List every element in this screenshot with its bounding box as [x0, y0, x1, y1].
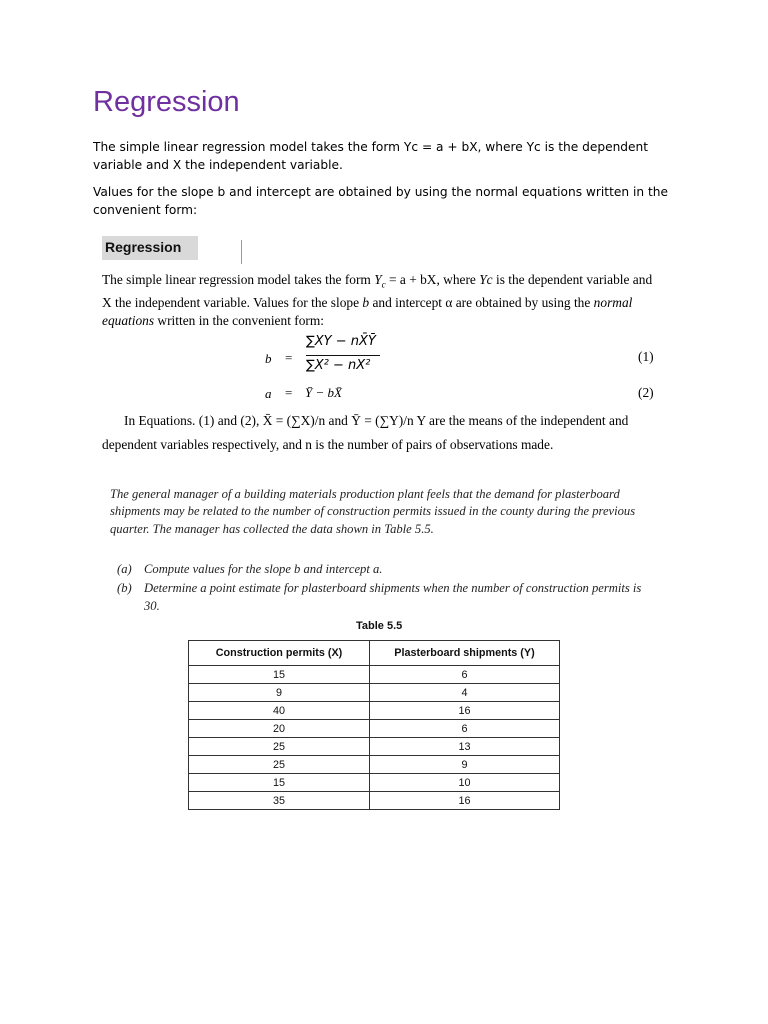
table-row — [189, 792, 560, 810]
item-a-label: (a) — [117, 562, 132, 576]
cell-y: 13 — [370, 738, 560, 756]
table-row — [189, 774, 560, 792]
eq2-lhs: a — [265, 386, 272, 401]
table-header-row — [189, 641, 560, 666]
item-a-text: Compute values for the slope b and intercept a. — [144, 562, 383, 576]
scan-var-yc: Yc — [479, 272, 493, 287]
scan-paragraph-1 — [102, 271, 662, 329]
cell-y: 10 — [370, 774, 560, 792]
scan-text-part: is the dependent variable and X the independent variable. Values for the slope — [102, 272, 653, 311]
table-row — [189, 738, 560, 756]
scan-normal-equations: normal equations — [102, 295, 633, 328]
header-construction-permits: Construction permits (X) — [189, 641, 370, 666]
eq1-numerator: ∑XY − nX̄Ȳ — [306, 334, 376, 349]
scan-heading: Regression — [105, 239, 182, 255]
scan-text-part: The simple linear regression model takes the form — [102, 272, 375, 287]
data-table — [188, 640, 560, 810]
scan-formula-sub: c — [381, 279, 386, 290]
cell-x: 15 — [189, 774, 370, 792]
scan-formula: Y — [374, 272, 382, 287]
cell-x: 25 — [189, 756, 370, 774]
cell-y: 4 — [370, 684, 560, 702]
item-b-text: Determine a point estimate for plasterboard shipments when the number of construction permits is 30. — [144, 581, 642, 613]
scan-text-part: = a + bX, where — [385, 272, 480, 287]
scan-text-part: written in the convenient form: — [154, 312, 325, 328]
cell-x: 40 — [189, 702, 370, 720]
eq1-equals: = — [285, 350, 293, 365]
scan-text-part: and intercept α are obtained by using the — [369, 295, 594, 311]
item-b-label: (b) — [117, 581, 132, 595]
cell-y: 9 — [370, 756, 560, 774]
problem-statement: The general manager of a building materials production plant feels that the demand for plasterboard shipments may be related to the number of construction permits issued in the county during the previous quarter. The manager has collected the data shown in Table 5.5. — [110, 487, 636, 536]
cell-x: 25 — [189, 738, 370, 756]
table-row — [189, 702, 560, 720]
scan-heading-box — [102, 236, 198, 260]
eq2-label: (2) — [638, 385, 654, 400]
header-plasterboard-shipments: Plasterboard shipments (Y) — [370, 641, 560, 666]
eq2-equals: = — [285, 385, 293, 400]
eq2-rhs: Ȳ − bX̄ — [305, 385, 342, 400]
cell-x: 15 — [189, 666, 370, 684]
table-caption: Table 5.5 — [356, 620, 403, 632]
scan-divider — [241, 240, 242, 264]
cell-y: 16 — [370, 792, 560, 810]
page-title: Regression — [93, 86, 240, 118]
cell-x: 35 — [189, 792, 370, 810]
eq1-denominator: ∑X² − nX² — [306, 358, 371, 373]
scan-paragraph-2: In Equations. (1) and (2), X̄ = (∑X)/n and Ȳ = (∑Y)/n Y are the means of the independent and dependent variables respectively, and n is the number of pairs of observations made. — [102, 413, 629, 452]
cell-x: 20 — [189, 720, 370, 738]
cell-y: 6 — [370, 666, 560, 684]
intro-paragraph-2: Values for the slope b and intercept are obtained by using the normal equations written in the convenient form: — [93, 185, 668, 217]
eq1-label: (1) — [638, 349, 654, 364]
eq1-lhs: b — [265, 351, 272, 366]
cell-x: 9 — [189, 684, 370, 702]
table-row — [189, 684, 560, 702]
scan-var-b: b — [362, 295, 370, 311]
table-row — [189, 720, 560, 738]
table-row — [189, 756, 560, 774]
table-row — [189, 666, 560, 684]
intro-paragraph-1: The simple linear regression model takes the form Yc = a + bX, where Yc is the dependent variable and X the independent variable. — [93, 140, 649, 172]
cell-y: 16 — [370, 702, 560, 720]
cell-y: 6 — [370, 720, 560, 738]
eq1-fraction-bar — [306, 355, 380, 356]
